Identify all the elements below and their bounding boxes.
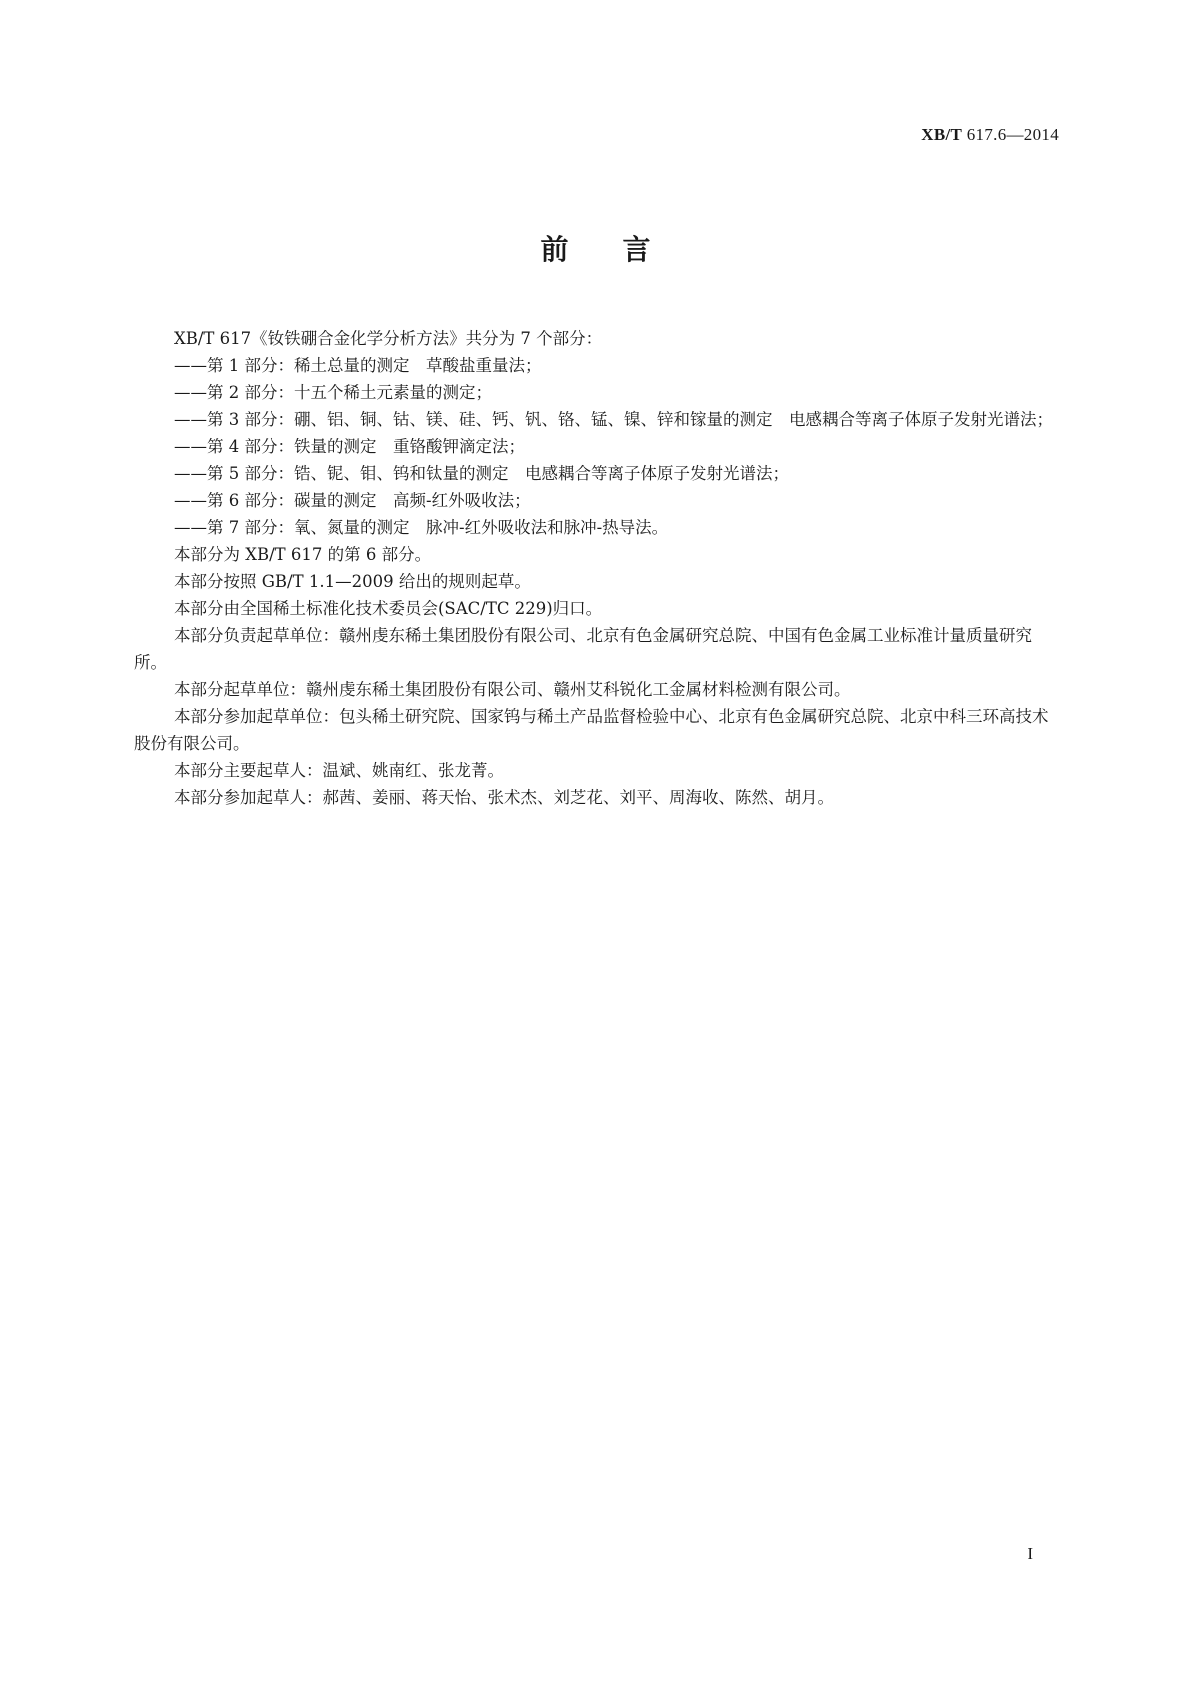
standard-code-prefix: XB/T [921, 125, 963, 144]
part-item-5: ——第 5 部分：锆、铌、钼、钨和钛量的测定 电感耦合等离子体原子发射光谱法； [174, 464, 789, 483]
part-item-4: ——第 4 部分：铁量的测定 重铬酸钾滴定法； [174, 437, 525, 456]
statement-part-number: 本部分为 XB/T 617 的第 6 部分。 [174, 545, 432, 564]
page-title: 前言 [540, 233, 705, 266]
statement-main-drafters: 本部分主要起草人：温斌、姚南红、张龙菁。 [174, 761, 504, 780]
part-item-6: ——第 6 部分：碳量的测定 高频-红外吸收法； [174, 491, 531, 510]
statement-participating-units: 本部分参加起草单位：包头稀土研究院、国家钨与稀土产品监督检验中心、北京有色金属研究总院、北京中科三环高技术股份有限公司。 [134, 707, 1049, 753]
part-item-3: ——第 3 部分：硼、铝、铜、钴、镁、硅、钙、钒、铬、锰、镍、锌和镓量的测定 电感耦合等离子体原子发射光谱法； [174, 410, 1053, 429]
page-number: I [1027, 1544, 1033, 1563]
statement-responsible-units: 本部分负责起草单位：赣州虔东稀土集团股份有限公司、北京有色金属研究总院、中国有色金属工业标准计量质量研究所。 [134, 626, 1032, 672]
intro-paragraph: XB/T 617《钕铁硼合金化学分析方法》共分为 7 个部分： [174, 329, 603, 348]
statement-committee: 本部分由全国稀土标准化技术委员会(SAC/TC 229)归口。 [174, 599, 603, 618]
statement-drafting-rules: 本部分按照 GB/T 1.1—2009 给出的规则起草。 [174, 572, 531, 591]
part-item-7: ——第 7 部分：氧、氮量的测定 脉冲-红外吸收法和脉冲-热导法。 [174, 518, 669, 537]
standard-code-number: 617.6—2014 [966, 125, 1059, 144]
part-item-1: ——第 1 部分：稀土总量的测定 草酸盐重量法； [174, 356, 542, 375]
standard-code [921, 125, 1059, 145]
part-item-2: ——第 2 部分：十五个稀土元素量的测定； [174, 383, 492, 402]
statement-participating-drafters: 本部分参加起草人：郝茜、姜丽、蒋天怡、张术杰、刘芝花、刘平、周海收、陈然、胡月。 [174, 788, 834, 807]
statement-drafting-units: 本部分起草单位：赣州虔东稀土集团股份有限公司、赣州艾科锐化工金属材料检测有限公司。 [174, 680, 851, 699]
foreword-body [134, 325, 1058, 811]
